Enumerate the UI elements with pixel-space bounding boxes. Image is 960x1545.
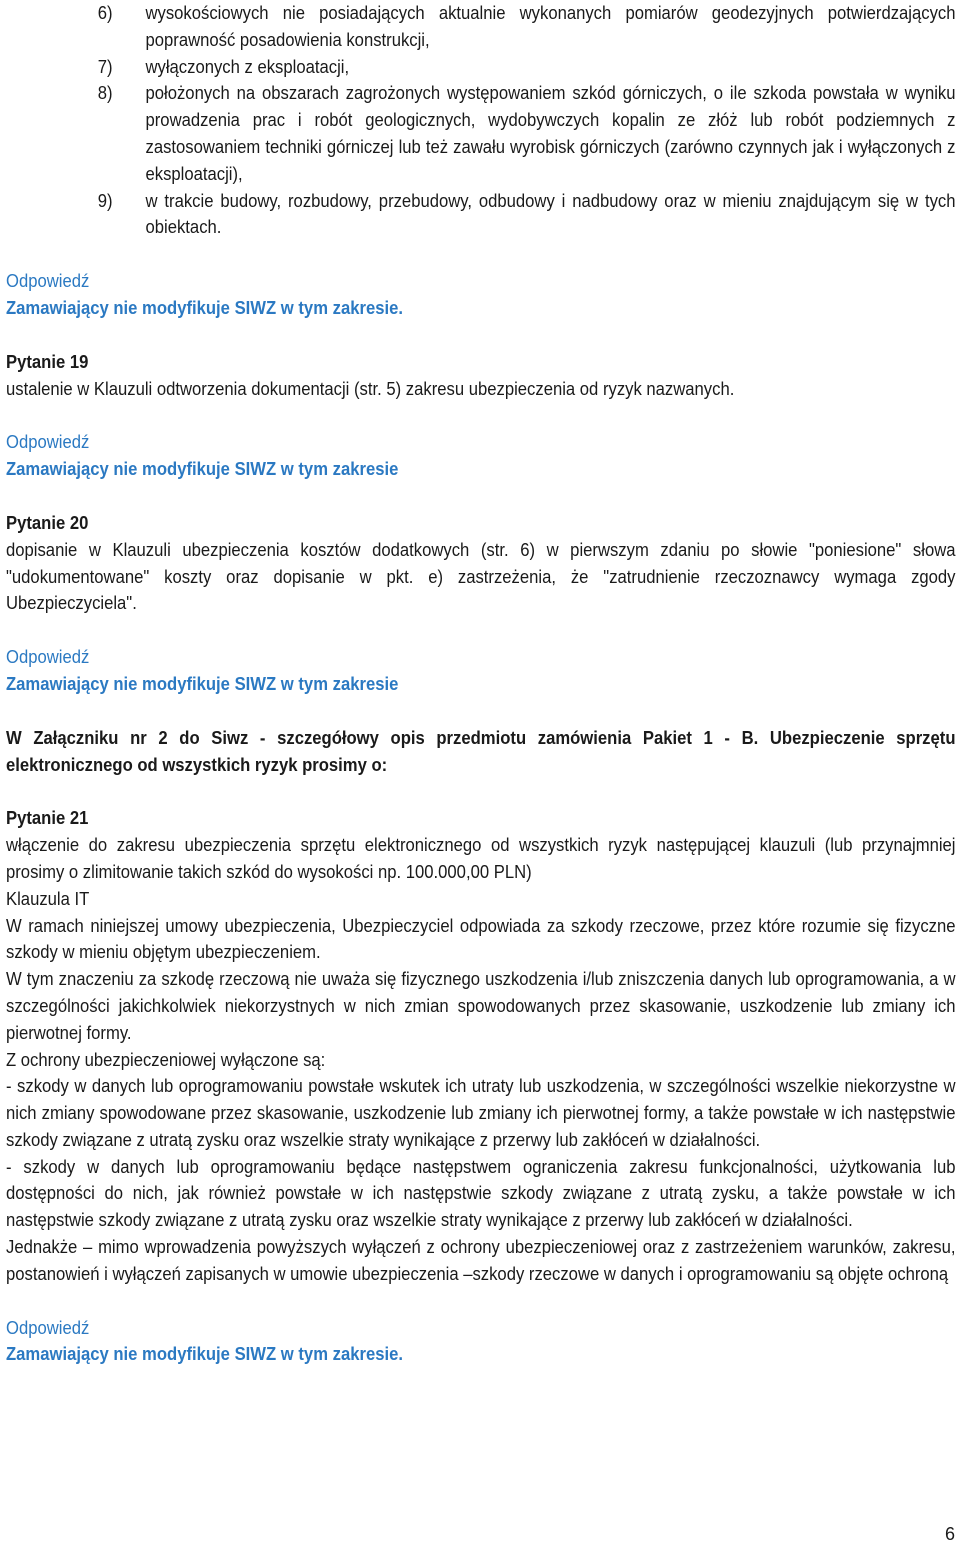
- list-item-number: 7): [97, 55, 113, 77]
- clause-title: Klauzula IT: [6, 887, 90, 909]
- list-item-text: wysokościowych nie posiadających aktualnie wykonanych pomiarów geodezyjnych potwierdzających poprawność posadowienia konstrukcji,: [145, 2, 956, 50]
- page-number: 6: [944, 1524, 955, 1544]
- list-item-text: położonych na obszarach zagrożonych występowaniem szkód górniczych, o ile szkoda powstała w wyniku prowadzenia prac i robót geologicznych, wydobywczych kopalin ze złóż lub robót podziemnych z zastosowaniem techniki górniczej lub też zawału wyrobisk górniczych (zarówno czynnych jak i wyłączonych z eksploatacji),: [145, 82, 956, 184]
- section-heading: W Załączniku nr 2 do Siwz - szczegółowy opis przedmiotu zamówienia Pakiet 1 - B. Ubezpieczenie sprzętu elektronicznego od wszystkich ryzyk prosimy o:: [6, 726, 956, 775]
- answer-label: Odpowiedź: [6, 431, 90, 453]
- list-item: [6, 80, 956, 187]
- question-title: Pytanie 20: [6, 511, 89, 533]
- question-title: Pytanie 21: [6, 807, 89, 829]
- clause-paragraph: Jednakże – mimo wprowadzenia powyższych wyłączeń z ochrony ubezpieczeniowej oraz z zastrzeżeniem warunków, zakresu, postanowień i wyłączeń zapisanych w umowie ubezpieczenia –szkody rzeczowe w danych i oprogramowaniu są objęte ochroną: [6, 1236, 956, 1284]
- list-item: [6, 188, 956, 242]
- clause-paragraph: - szkody w danych lub oprogramowaniu będące następstwem ograniczenia zakresu funkcjonalności, użytkowania lub dostępności do nich, jak również powstałe w ich następstwie szkody związane z utratą zysku, a także powstałe w ich następstwie szkody związane z utratą zysku oraz wszelkie straty wynikające z przerwy lub zakłóceń w działalności.: [6, 1155, 956, 1231]
- answer-text: Zamawiający nie modyfikuje SIWZ w tym zakresie: [6, 458, 399, 480]
- question-text: ustalenie w Klauzuli odtworzenia dokumentacji (str. 5) zakresu ubezpieczenia od ryzyk nazwanych.: [6, 377, 735, 399]
- answer-text: Zamawiający nie modyfikuje SIWZ w tym zakresie.: [6, 296, 403, 318]
- list-item-number: 6): [97, 2, 113, 23]
- clause-paragraph: - szkody w danych lub oprogramowaniu powstałe wskutek ich utraty lub uszkodzenia, w szczególności wszelkie niekorzystne w nich zmiany spowodowane przez skasowanie, uszkodzenie lub zmiany ich pierwotnej formy, a także powstałe w ich następstwie szkody związane z utratą zysku oraz wszelkie straty wynikające z przerwy lub zakłóceń w działalności.: [6, 1075, 956, 1150]
- list-item-number: 9): [97, 189, 113, 211]
- list-item-text: wyłączonych z eksploatacji,: [145, 55, 350, 77]
- document-body: [6, 0, 956, 1368]
- answer-label: Odpowiedź: [6, 646, 90, 668]
- answer-label: Odpowiedź: [6, 1316, 90, 1338]
- list-item-text: w trakcie budowy, rozbudowy, przebudowy, odbudowy i nadbudowy oraz w mieniu znajdującym się w tych obiektach.: [145, 189, 956, 238]
- answer-label: Odpowiedź: [6, 270, 90, 292]
- answer-text: Zamawiający nie modyfikuje SIWZ w tym zakresie.: [6, 1343, 403, 1365]
- exclusions-list: [6, 0, 956, 241]
- question-title: Pytanie 19: [6, 350, 89, 372]
- list-item: [6, 54, 956, 81]
- list-item: [6, 0, 956, 54]
- list-item-number: 8): [97, 82, 113, 104]
- question-text: dopisanie w Klauzuli ubezpieczenia kosztów dodatkowych (str. 6) w pierwszym zdaniu po słowie "poniesione" słowa "udokumentowane" koszty oraz dopisanie w pkt. e) zastrzeżenia, że "zatrudnienie rzeczoznawcy wymaga zgody Ubezpieczyciela".: [6, 538, 956, 614]
- clause-paragraph: Z ochrony ubezpieczeniowej wyłączone są:: [6, 1048, 326, 1070]
- question-text: włączenie do zakresu ubezpieczenia sprzętu elektronicznego od wszystkich ryzyk następującej klauzuli (lub przynajmniej prosimy o zlimitowanie takich szkód do wysokości np. 100.000,00 PLN): [6, 834, 956, 882]
- answer-text: Zamawiający nie modyfikuje SIWZ w tym zakresie: [6, 672, 399, 694]
- clause-paragraph: W tym znaczeniu za szkodę rzeczową nie uważa się fizycznego uszkodzenia i/lub zniszczenia danych lub oprogramowania, a w szczególności jakichkolwiek niekorzystnych w nich zmian spowodowanych przez skasowanie, uszkodzenie lub zmiany ich pierwotnej formy.: [6, 968, 956, 1043]
- clause-paragraph: W ramach niniejszej umowy ubezpieczenia, Ubezpieczyciel odpowiada za szkody rzeczowe, przez które rozumie się fizyczne szkody w mieniu objętym ubezpieczeniem.: [6, 914, 956, 963]
